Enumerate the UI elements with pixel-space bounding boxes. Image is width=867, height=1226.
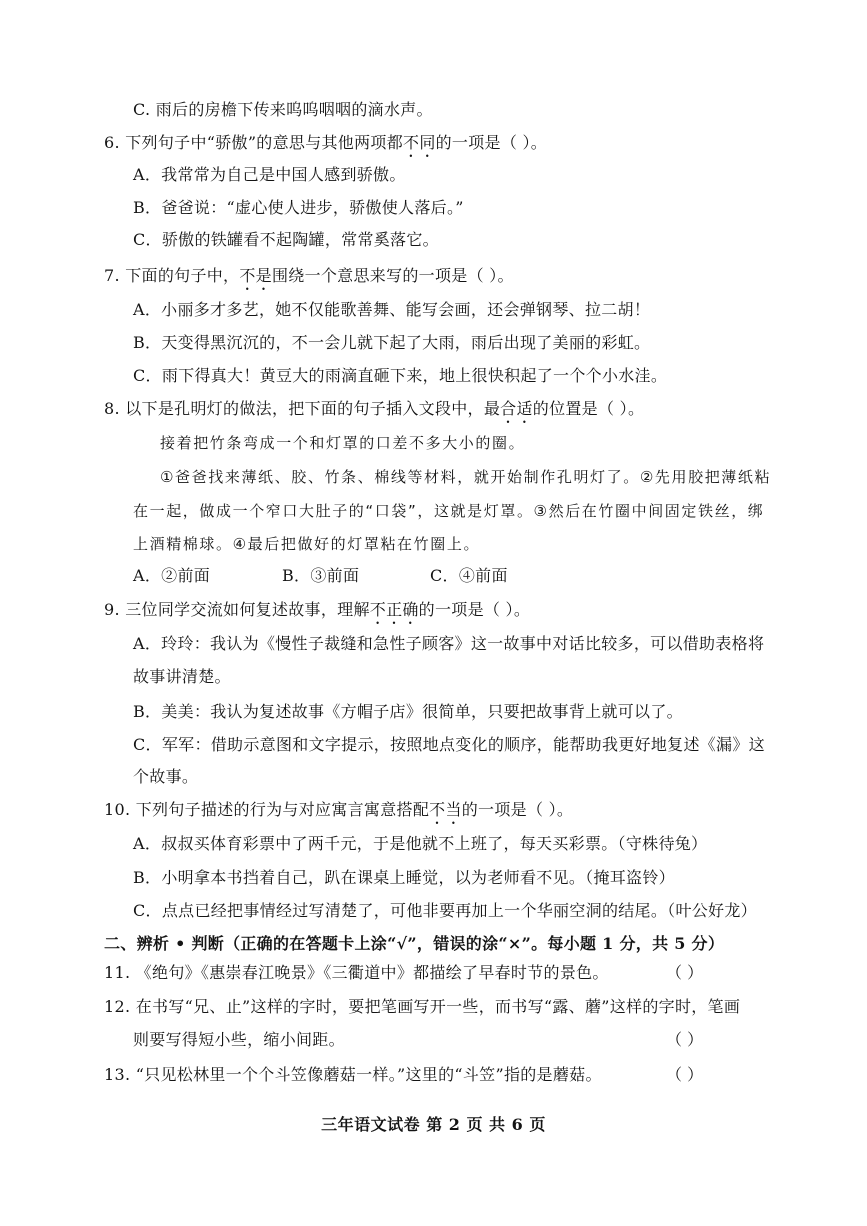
q10-option-c: C．点点已经把事情经过写清楚了，可他非要再加上一个华丽空洞的结尾。（叶公好龙） bbox=[133, 901, 757, 920]
q10-stem-emphasis: 不当 bbox=[429, 800, 462, 819]
q9-stem bbox=[104, 600, 530, 628]
q8-option-a: A．②前面 bbox=[133, 566, 211, 585]
q9-option-a-line-2: 故事讲清楚。 bbox=[133, 667, 231, 686]
q9-stem-part1: 9. 三位同学交流如何复述故事，理解 bbox=[104, 600, 370, 619]
q6-stem-part2: 的一项是（ ）。 bbox=[435, 133, 548, 152]
q8-stem bbox=[104, 399, 644, 427]
q9-option-c-line-2: 个故事。 bbox=[133, 767, 199, 786]
q6-stem-part1: 6. 下列句子中“骄傲”的意思与其他两项都 bbox=[104, 133, 404, 152]
q12-statement-line-2: 则要写得短小些，缩小间距。 bbox=[133, 1030, 345, 1049]
q6-option-c: C．骄傲的铁罐看不起陶罐，常常奚落它。 bbox=[133, 230, 439, 249]
q9-option-b: B．美美：我认为复述故事《方帽子店》很简单，只要把故事背上就可以了。 bbox=[133, 702, 683, 721]
q8-stem-part1: 8. 以下是孔明灯的做法，把下面的句子插入文段中，最 bbox=[104, 399, 501, 418]
q5-option-c: C. 雨后的房檐下传来呜呜咽咽的滴水声。 bbox=[133, 100, 433, 119]
q10-stem-part1: 10. 下列句子描述的行为与对应寓言寓意搭配 bbox=[104, 800, 430, 819]
q8-stem-emphasis: 合适 bbox=[500, 399, 533, 418]
q8-passage-line-3: 上酒精棉球。④最后把做好的灯罩粘在竹圈上。 bbox=[133, 535, 481, 553]
q7-option-c: C．雨下得真大！黄豆大的雨滴直砸下来，地上很快积起了一个个小水洼。 bbox=[133, 366, 668, 385]
q8-stem-part2: 的位置是（ ）。 bbox=[532, 399, 645, 418]
q7-stem-part1: 7. 下面的句子中， bbox=[104, 266, 240, 285]
q9-option-a-line-1: A．玲玲：我认为《慢性子裁缝和急性子顾客》这一故事中对话比较多，可以借助表格将 bbox=[133, 634, 765, 653]
q8-option-b: B．③前面 bbox=[282, 566, 360, 585]
page-footer: 三年语文试卷 第 2 页 共 6 页 bbox=[321, 1115, 546, 1134]
q12-statement-line-1: 12. 在书写“兄、止”这样的字时，要把笔画写开一些，而书写“露、蘑”这样的字时，笔画 bbox=[104, 997, 741, 1016]
q13-answer-parentheses: （ ） bbox=[666, 1065, 704, 1084]
q10-stem-part2: 的一项是（ ）。 bbox=[461, 800, 574, 819]
q11-answer-parentheses: （ ） bbox=[666, 963, 704, 982]
q6-option-b: B．爸爸说：“虚心使人进步，骄傲使人落后。” bbox=[133, 198, 464, 217]
q7-option-b: B．天变得黑沉沉的，不一会儿就下起了大雨，雨后出现了美丽的彩虹。 bbox=[133, 333, 651, 352]
section-2-heading: 二、辨析 • 判断（正确的在答题卡上涂“√”，错误的涂“×”。每小题 1 分，共 5 分） bbox=[104, 934, 725, 953]
q12-answer-parentheses: （ ） bbox=[666, 1030, 704, 1049]
q6-stem-emphasis: 不同 bbox=[403, 133, 436, 152]
q8-insert-sentence: 接着把竹条弯成一个和灯罩的口差不多大小的圈。 bbox=[160, 434, 526, 452]
q10-stem bbox=[104, 800, 573, 828]
q10-option-a: A．叔叔买体育彩票中了两千元，于是他就不上班了，每天买彩票。（守株待兔） bbox=[133, 834, 708, 853]
q6-option-a: A．我常常为自己是中国人感到骄傲。 bbox=[133, 165, 406, 184]
q7-stem bbox=[104, 266, 514, 294]
q8-passage-line-1: ①爸爸找来薄纸、胶、竹条、棉线等材料，就开始制作孔明灯了。②先用胶把薄纸粘 bbox=[160, 468, 772, 486]
q10-option-b: B．小明拿本书挡着自己，趴在课桌上睡觉，以为老师看不见。（掩耳盗铃） bbox=[133, 868, 675, 887]
q6-stem bbox=[104, 133, 547, 161]
q8-passage-line-2: 在一起，做成一个窄口大肚子的“口袋”，这就是灯罩。③然后在竹圈中间固定铁丝，绑 bbox=[133, 502, 765, 520]
q7-stem-part2: 围绕一个意思来写的一项是（ ）。 bbox=[271, 266, 514, 285]
q11-statement: 11. 《绝句》《惠崇春江晚景》《三衢道中》都描绘了早春时节的景色。 bbox=[104, 963, 609, 982]
q7-stem-emphasis: 不是 bbox=[239, 266, 272, 285]
q13-statement: 13. “只见松林里一个个斗笠像蘑菇一样。”这里的“斗笠”指的是蘑菇。 bbox=[104, 1065, 602, 1084]
q7-option-a: A．小丽多才多艺，她不仅能歌善舞、能写会画，还会弹钢琴、拉二胡！ bbox=[133, 300, 651, 319]
q9-stem-emphasis: 不正确 bbox=[369, 600, 419, 619]
q9-option-c-line-1: C．军军：借助示意图和文字提示，按照地点变化的顺序，能帮助我更好地复述《漏》这 bbox=[133, 735, 765, 754]
q8-option-c: C．④前面 bbox=[430, 566, 508, 585]
q9-stem-part2: 的一项是（ ）。 bbox=[418, 600, 531, 619]
